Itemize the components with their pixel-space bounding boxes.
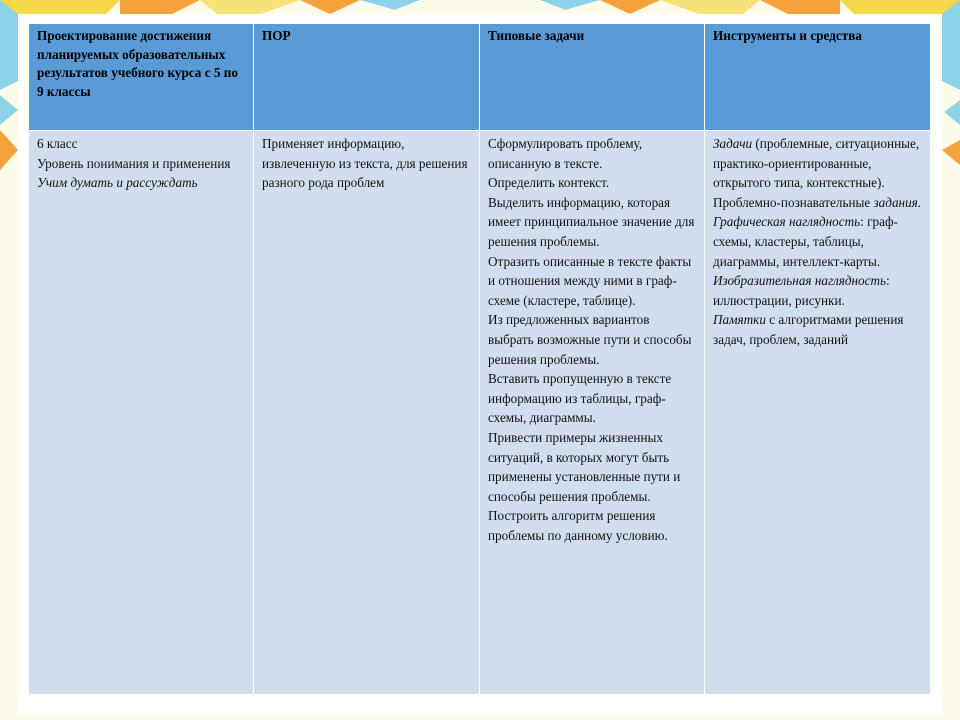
tool-term: задания [873, 194, 918, 210]
tool-item-graphic [713, 212, 922, 271]
tool-text: (проблемные, ситуационные, практико-ориентированные, открытого типа, контекстные). [713, 136, 920, 191]
level-label: Уровень понимания и применения [37, 155, 231, 171]
cell-typical-tasks [480, 131, 705, 695]
tool-text: с алгоритмами решения задач, проблем, заданий [713, 312, 904, 347]
task-item: Построить алгоритм решения проблемы по данному условию. [488, 508, 668, 543]
tool-term: Задачи [713, 136, 753, 151]
cell-class-level [29, 131, 254, 695]
task-item: Сформулировать проблему, описанную в тексте. [488, 136, 643, 171]
table-row [29, 131, 931, 695]
header-typical-tasks: Типовые задачи [480, 24, 705, 131]
task-item: Из предложенных вариантов выбрать возможные пути и способы решения проблемы. [488, 312, 692, 367]
table-header-row [29, 24, 931, 131]
cell-por: Применяет информацию, извлеченную из текста, для решения разного рода проблем [254, 131, 480, 695]
tool-item-assignments [713, 193, 922, 213]
header-planning: Проектирование достижения планируемых образовательных результатов учебного курса с 5 по 9 классы [29, 24, 254, 131]
motto-label: Учим думать и рассуждать [37, 175, 198, 191]
tool-item-tasks [713, 134, 922, 193]
grade-label: 6 класс [37, 136, 78, 151]
task-item: Вставить пропущенную в тексте информацию из таблицы, граф-схемы, диаграммы. [488, 371, 672, 426]
tool-text: . [917, 194, 922, 210]
task-item: Определить контекст. [488, 175, 610, 191]
cell-tools [705, 131, 931, 695]
planning-table [28, 23, 931, 695]
tool-term: Памятки [713, 312, 766, 328]
tool-term: Изобразительная наглядность [713, 273, 887, 289]
tool-item-visual [713, 271, 922, 310]
header-tools: Инструменты и средства [705, 24, 931, 131]
task-item: Выделить информацию, которая имеет принципиальное значение для решения проблемы. [488, 194, 695, 249]
task-item: Отразить описанные в тексте факты и отношения между ними в граф-схеме (кластере, таблице). [488, 253, 692, 308]
tool-text: : граф-схемы, кластеры, таблицы, диаграммы, интеллект-карты. [713, 214, 898, 269]
tool-term: Графическая наглядность [713, 214, 861, 230]
task-item: Привести примеры жизненных ситуаций, в которых могут быть применены установленные пути и способы решения проблемы. [488, 429, 681, 504]
tool-text: Проблемно-познавательные [713, 194, 874, 210]
tool-text: : иллюстрации, рисунки. [713, 273, 890, 308]
tool-item-memos [713, 310, 922, 349]
header-por: ПОР [254, 24, 480, 131]
top-rays [300, 0, 660, 14]
